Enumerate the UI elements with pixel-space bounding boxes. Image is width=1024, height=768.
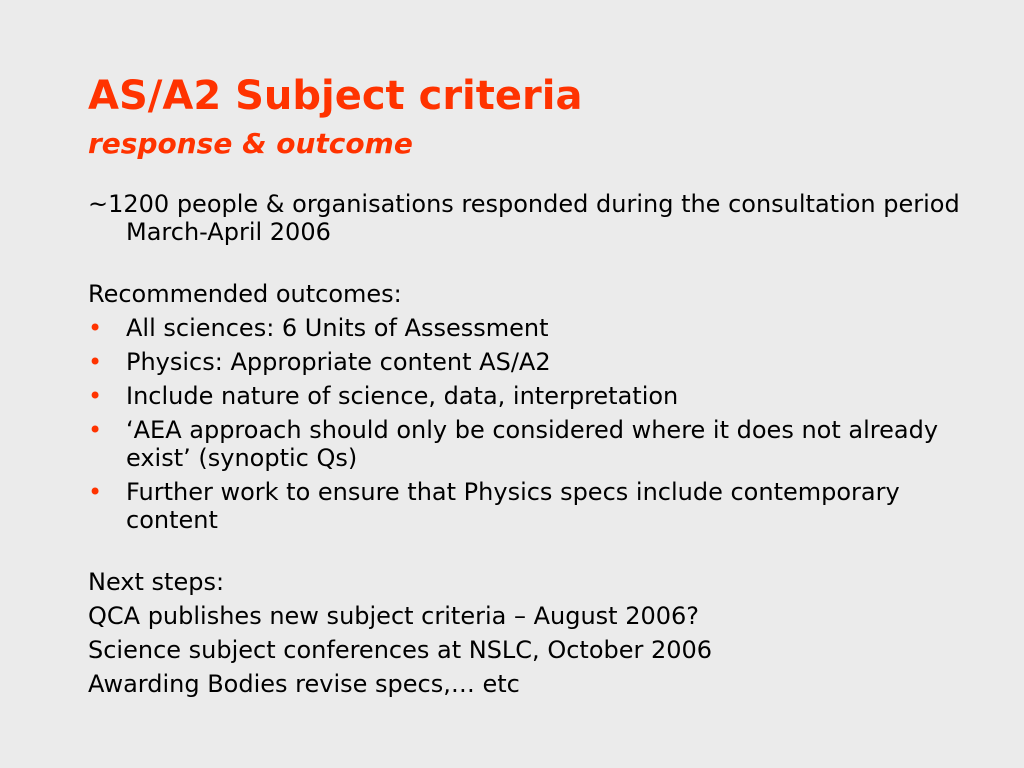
outcomes-heading: Recommended outcomes: [88,280,402,308]
next-step-item: QCA publishes new subject criteria – August 2006? [88,602,700,630]
outcome-text: Physics: Appropriate content AS/A2 [126,348,551,376]
outcome-item [88,348,968,376]
slide-title: AS/A2 Subject criteria [88,73,583,119]
slide-body [88,190,968,704]
bullet-icon: • [88,382,103,410]
outcome-text: Further work to ensure that Physics specs include contemporary content [126,478,900,534]
slide-subtitle: response & outcome [88,127,413,160]
bullet-icon: • [88,314,103,342]
outcome-item [88,314,968,342]
spacer [88,540,968,568]
bullet-icon: • [88,348,103,376]
outcome-text: All sciences: 6 Units of Assessment [126,314,549,342]
outcome-item [88,382,968,410]
bullet-icon: • [88,416,103,444]
outcome-text: Include nature of science, data, interpretation [126,382,679,410]
intro-text: ~1200 people & organisations responded during the consultation period March-April 2006 [88,190,960,246]
next-step-item: Science subject conferences at NSLC, October 2006 [88,636,713,664]
bullet-icon: • [88,478,103,506]
next-step-item: Awarding Bodies revise specs,… etc [88,670,520,698]
outcome-item [88,416,968,472]
outcome-text: ‘AEA approach should only be considered where it does not already exist’ (synoptic Qs) [126,416,939,472]
outcome-item [88,478,968,534]
spacer [88,252,968,280]
next-steps-heading: Next steps: [88,568,225,596]
